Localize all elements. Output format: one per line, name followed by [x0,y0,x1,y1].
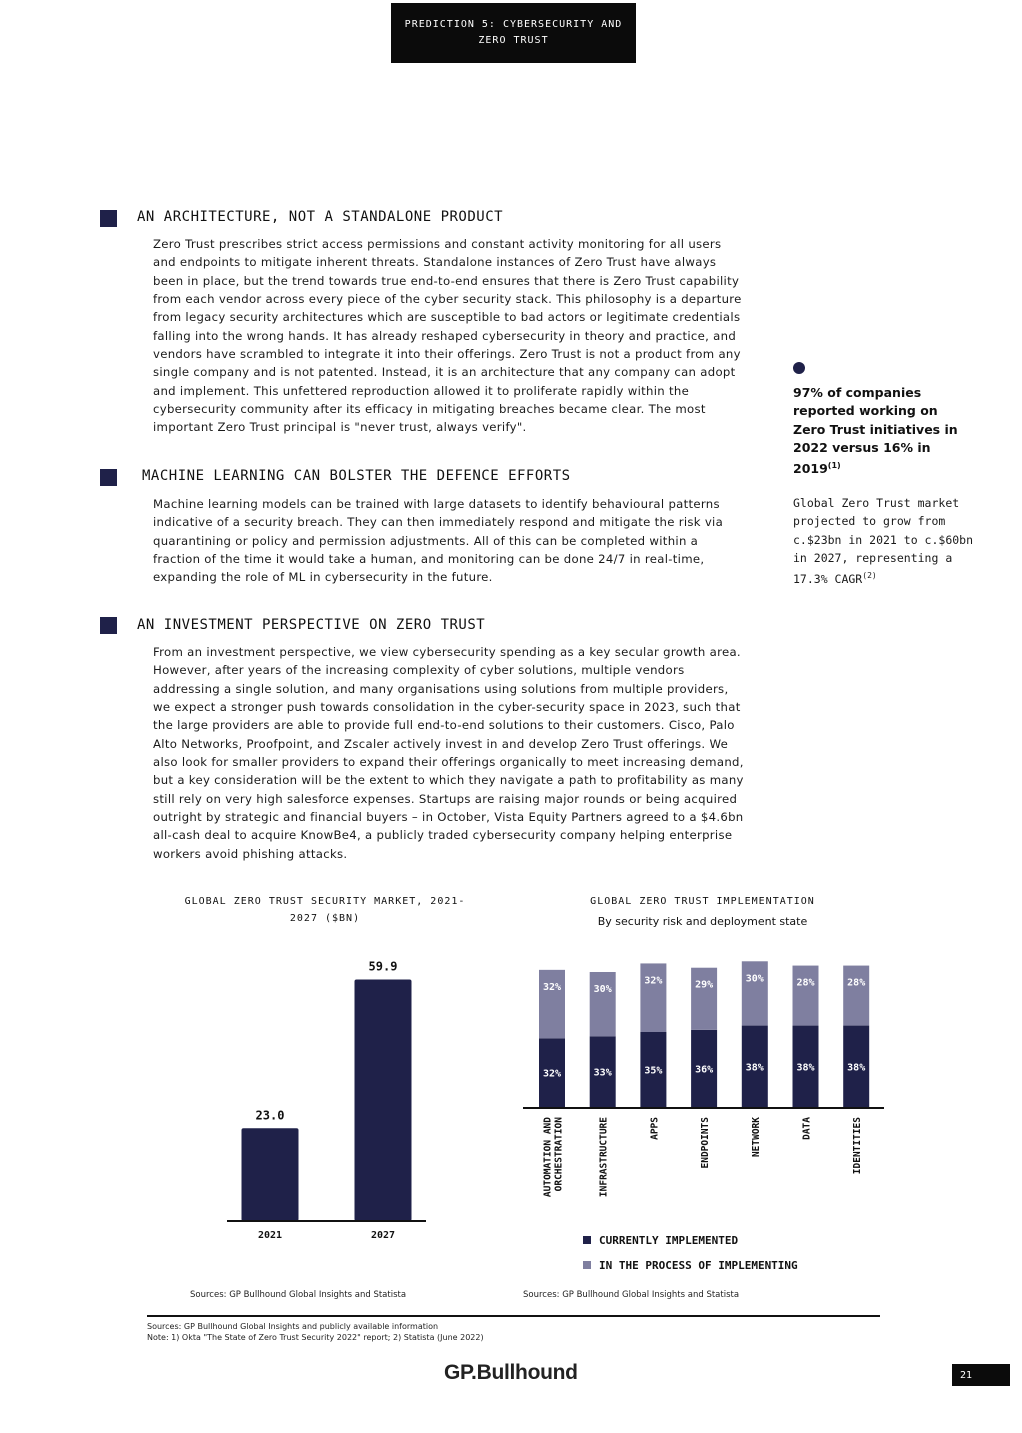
implemented-value-label: 38% [745,1062,764,1074]
body-line: the large providers are able to provide full end-to-end solutions to their customers. Cisco, Palo [153,718,735,733]
section-heading: MACHINE LEARNING CAN BOLSTER THE DEFENCE EFFORTS [142,468,571,484]
section-body [153,643,783,863]
logo-dot: . [471,1361,477,1384]
body-line: workers avoid phishing attacks. [153,846,348,861]
sidebar-market-ref: (2) [862,571,877,581]
legend-label: CURRENTLY IMPLEMENTED [599,1234,739,1247]
implementing-value-label: 28% [796,977,815,989]
implementing-bar-segment [742,961,768,1025]
implementing-value-label: 32% [644,975,663,987]
body-line: from each vendor across every piece of the cyber security stack. This philosophy is a departure [153,292,742,307]
implemented-value-label: 36% [695,1064,714,1076]
body-line: still rely on very high salesforce expenses. Startups are raising major rounds or being acquired [153,791,738,806]
implementation-chart-title: GLOBAL ZERO TRUST IMPLEMENTATION [590,896,815,907]
market-chart-source: Sources: GP Bullhound Global Insights and Statista [190,1290,407,1300]
body-line: and implement. This unfettered reproduction allowed it to proliferate rapidly within the [153,383,690,398]
implementation-x-tick-label: AUTOMATION AND [542,1117,554,1198]
footer-note: Note: 1) Okta "The State of Zero Trust Security 2022" report; 2) Statista (June 2022) [147,1333,484,1342]
implementing-value-label: 28% [847,977,866,989]
implementing-bar-segment [843,966,869,1026]
body-line: but a key consideration will be the extent to which they navigate a path to profitability as many [153,773,744,788]
body-line: vendors have scrambled to integrate it into their offerings. Zero Trust is not a product from any [153,347,741,362]
implementation-x-tick-label: INFRASTRUCTURE [598,1117,610,1198]
market-x-tick-label: 2021 [257,1230,283,1241]
sidebar-market [793,494,973,588]
body-line: indicative of a security breach. They can then immediately respond and mitigate the risk via [153,515,724,530]
market-chart-title-line2: 2027 ($BN) [289,913,361,924]
section-header-box [391,3,636,63]
legend-swatch [583,1261,591,1269]
market-bar-value-label: 23.0 [255,1108,285,1123]
body-line: expanding the role of ML in cybersecurity in the future. [153,570,493,585]
section-header-line1: PREDICTION 5: CYBERSECURITY AND [404,19,623,30]
gp-bullhound-logo [444,1361,578,1385]
market-chart-title-line1: GLOBAL ZERO TRUST SECURITY MARKET, 2021- [184,896,466,907]
implementing-value-label: 30% [593,984,612,995]
implemented-value-label: 35% [644,1065,663,1077]
market-x-tick-label: 2027 [370,1230,396,1241]
section-heading: AN INVESTMENT PERSPECTIVE ON ZERO TRUST [137,617,486,633]
implementing-bar-segment [640,963,666,1032]
page-number: 21 [952,1364,1010,1386]
footer-sources: Sources: GP Bullhound Global Insights and publicly available information [147,1322,439,1331]
body-line: important Zero Trust principal is "never trust, always verify". [153,420,527,435]
implementing-bar-segment [590,972,616,1036]
implementation-x-tick-label: IDENTITIES [852,1117,864,1175]
body-line: fraction of the time it would take a human, and monitoring can be done 24/7 in real-time, [153,552,705,567]
footer-divider [147,1315,880,1317]
section-body [153,495,783,587]
implementation-x-tick-label: NETWORK [750,1117,762,1158]
body-line: and endpoints to mitigate inherent threats. Standalone instances of Zero Trust have always [153,255,717,270]
bullet-dot-icon [793,362,805,374]
implementation-chart-source: Sources: GP Bullhound Global Insights and Statista [523,1290,740,1300]
legend-swatch [583,1236,591,1244]
body-line: However, after years of the increasing complexity of cyber solutions, multiple vendors [153,663,685,678]
market-chart-title [160,893,490,927]
legend-label: IN THE PROCESS OF IMPLEMENTING [599,1259,798,1272]
market-bar [355,979,412,1221]
body-line: all-cash deal to acquire KnowBe4, a publicly traded cybersecurity company helping enterprise [153,828,733,843]
sidebar-stat-ref: (1) [827,461,841,471]
market-bar [242,1128,299,1221]
implementing-value-label: 32% [542,981,562,993]
body-line: addressing a single solution, and many organisations using solutions from multiple providers, [153,681,729,696]
section-heading: AN ARCHITECTURE, NOT A STANDALONE PRODUCT [137,209,504,225]
body-line: outright by strategic and financial buyers – in October, Vista Equity Partners agreed to a $4.6bn [153,810,744,825]
section-marker-square [100,210,117,227]
body-line: from legacy security architectures which are susceptible to bad actors or legitimate credentials [153,310,741,325]
body-line: single company and is not patented. Instead, it is an architecture that any company can adopt [153,365,736,380]
section-header-line2: ZERO TRUST [478,35,549,46]
footer-notes [147,1321,484,1343]
implementing-value-label: 30% [745,973,764,985]
implementation-x-tick-label: DATA [801,1117,813,1140]
implemented-value-label: 38% [796,1062,815,1074]
section-body [153,235,783,437]
sidebar-stat [793,384,963,479]
body-line: falling into the wrong hands. It has already reshaped cybersecurity in theory and practice, and [153,328,737,343]
implementation-stacked-bar-chart [520,945,890,1275]
implementing-bar-segment [691,968,717,1030]
sidebar-market-text: Global Zero Trust market projected to grow from c.$23bn in 2021 to c.$60bn in 2027, representing a 17.3% CAGR [793,496,974,587]
body-line: been in place, but the trend towards true end-to-end ensures that there is Zero Trust capability [153,273,740,288]
body-line: we expect a stronger push towards consolidation in the cyber-security space in 2023, such that [153,700,741,715]
implementation-x-tick-label: ENDPOINTS [700,1117,712,1169]
implementing-bar-segment [539,970,565,1039]
implementation-x-tick-label: APPS [649,1117,661,1140]
market-bar-value-label: 59.9 [368,959,398,974]
section-marker-square [100,469,117,486]
implemented-value-label: 33% [593,1067,612,1079]
body-line: Zero Trust prescribes strict access permissions and constant activity monitoring for all users [153,237,722,251]
body-line: Machine learning models can be trained with large datasets to identify behavioural patterns [153,497,720,511]
logo-bullhound: Bullhound [476,1361,578,1384]
sidebar-stat-text: 97% of companies reported working on Zero Trust initiatives in 2022 versus 16% in 2019 [793,385,958,477]
implemented-value-label: 38% [847,1062,866,1074]
market-bar-chart [220,950,435,1245]
logo-gp: GP [444,1361,472,1384]
implementation-chart-subtitle: By security risk and deployment state [597,915,808,928]
implementing-value-label: 29% [695,979,714,991]
implementing-bar-segment [793,966,819,1026]
body-line: From an investment perspective, we view cybersecurity spending as a key secular growth area. [153,645,741,659]
implemented-value-label: 32% [542,1068,562,1080]
implementation-x-tick-label: ORCHESTRATION [553,1117,565,1192]
body-line: Alto Networks, Proofpoint, and Zscaler actively invest in and develop Zero Trust offerings. We [153,736,729,751]
section-marker-square [100,617,117,634]
body-line: also look for smaller providers to expand their offerings organically to meet increasing demand, [153,755,744,770]
body-line: cybersecurity community after its efficacy in mitigating breaches became clear. The most [153,402,706,417]
body-line: quarantining or policy and permission adjustments. All of this can be completed within a [153,533,699,548]
